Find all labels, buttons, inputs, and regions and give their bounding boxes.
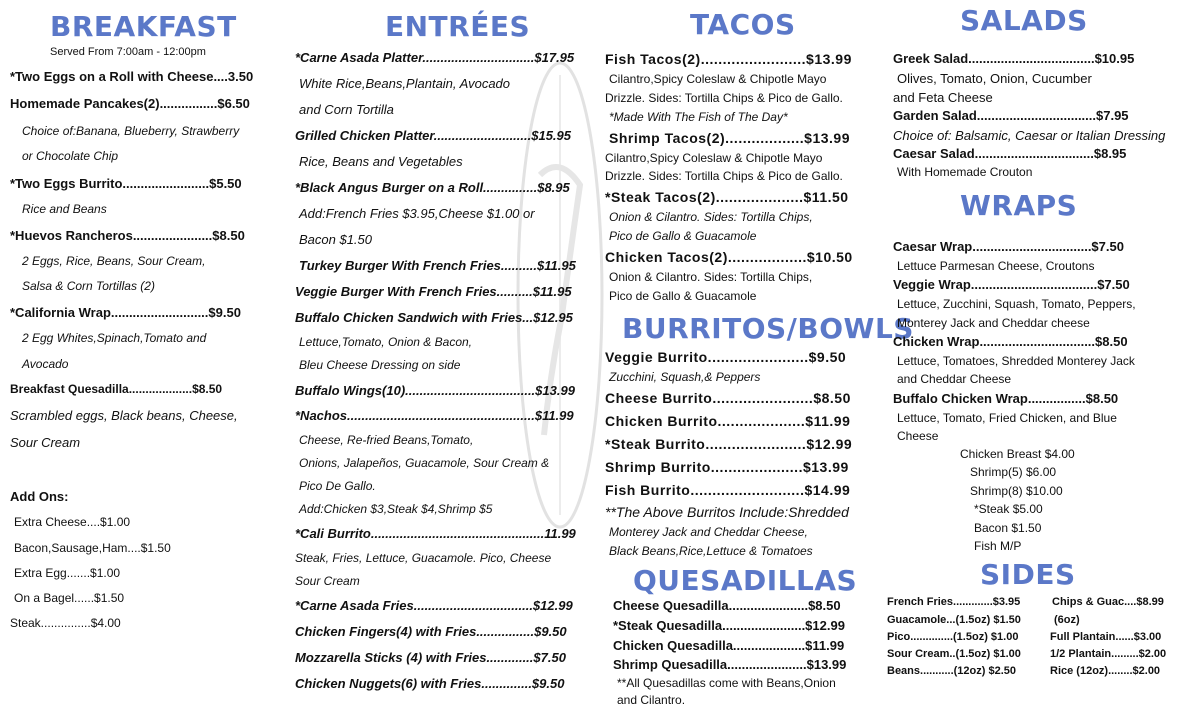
wraps-title: WRAPS — [960, 189, 1078, 222]
addon-item: Bacon,Sausage,Ham....$1.50 — [14, 541, 171, 555]
addons-title: Add Ons: — [10, 489, 69, 504]
item-description: Pico De Gallo. — [299, 479, 376, 493]
item-description: Zucchini, Squash,& Peppers — [609, 370, 761, 384]
item-description: Lettuce, Zucchini, Squash, Tomato, Peppers, — [897, 297, 1136, 311]
salads-title: SALADS — [960, 4, 1088, 37]
item-description: Bacon $1.50 — [299, 232, 373, 247]
menu-item: Shrimp Tacos(2)..................$13.99 — [609, 130, 850, 146]
item-description: and Cheddar Cheese — [897, 372, 1012, 386]
item-description: Cheese — [897, 429, 939, 443]
menu-item: Cheese Quesadilla......................$8.50 — [613, 598, 841, 613]
side-item: Beans...........(12oz) $2.50 — [887, 665, 1016, 677]
item-description: Scrambled eggs, Black beans, Cheese, — [10, 408, 238, 423]
item-description: With Homemade Crouton — [897, 165, 1033, 179]
side-item: Full Plantain......$3.00 — [1050, 631, 1162, 643]
menu-item: *Steak Burrito.......................$12.99 — [605, 436, 853, 452]
menu-item: Chicken Quesadilla....................$11.99 — [613, 638, 845, 653]
side-item: Rice (12oz)........$2.00 — [1050, 665, 1161, 677]
item-description: **The Above Burritos Include:Shredded — [605, 504, 849, 520]
item-description: Cheese, Re-fried Beans,Tomato, — [299, 433, 474, 447]
item-description: Monterey Jack and Cheddar Cheese, — [609, 525, 808, 539]
item-description: **All Quesadillas come with Beans,Onion — [617, 676, 836, 690]
side-item: 1/2 Plantain.........$2.00 — [1050, 648, 1167, 660]
menu-item: Veggie Burger With French Fries..........$11.95 — [295, 284, 572, 299]
menu-item: *Black Angus Burger on a Roll...............$8.95 — [295, 180, 570, 195]
breakfast-title: BREAKFAST — [50, 10, 237, 43]
item-description: Sour Cream — [10, 435, 81, 450]
menu-item: Caesar Salad.................................$8.95 — [893, 146, 1127, 161]
item-description: Lettuce, Tomatoes, Shredded Monterey Jack — [897, 354, 1135, 368]
item-description: Pico de Gallo & Guacamole — [609, 229, 757, 243]
item-description: Olives, Tomato, Onion, Cucumber — [897, 71, 1092, 86]
menu-item: Shrimp Quesadilla......................$13.99 — [613, 657, 847, 672]
item-description: Onion & Cilantro. Sides: Tortilla Chips, — [609, 210, 813, 224]
menu-item: Turkey Burger With French Fries..........$11.95 — [299, 258, 576, 273]
menu-item: Buffalo Chicken Wrap................$8.50 — [893, 391, 1119, 406]
addon-item: On a Bagel......$1.50 — [14, 591, 125, 605]
menu-item: Veggie Wrap...................................$7.50 — [893, 277, 1130, 292]
menu-item: Chicken Nuggets(6) with Fries..............$9.50 — [295, 676, 565, 691]
item-description: Sour Cream — [295, 574, 360, 588]
wrap-addon: Chicken Breast $4.00 — [960, 447, 1075, 461]
wrap-addon: Bacon $1.50 — [974, 521, 1042, 535]
menu-item: *Steak Tacos(2)....................$11.50 — [605, 189, 849, 205]
menu-item: *Two Eggs on a Roll with Cheese....3.50 — [10, 69, 254, 84]
item-description: Onions, Jalapeños, Guacamole, Sour Cream & — [299, 456, 550, 470]
menu-item: Chicken Fingers(4) with Fries................$9.50 — [295, 624, 567, 639]
side-item: Sour Cream..(1.5oz) $1.00 — [887, 648, 1021, 660]
addon-item: Extra Cheese....$1.00 — [14, 515, 131, 529]
item-description: Bleu Cheese Dressing on side — [299, 358, 461, 372]
addon-item: Steak...............$4.00 — [10, 616, 121, 630]
item-description: Rice, Beans and Vegetables — [299, 154, 463, 169]
item-description: and Corn Tortilla — [299, 102, 394, 117]
wrap-addon: *Steak $5.00 — [974, 502, 1043, 516]
menu-item: Grilled Chicken Platter...........................$15.95 — [295, 128, 571, 143]
menu-item: *Cali Burrito................................................11.99 — [295, 526, 576, 541]
addon-item: Extra Egg.......$1.00 — [14, 566, 121, 580]
item-description: *Made With The Fish of The Day* — [609, 110, 788, 124]
sides-title: SIDES — [980, 558, 1076, 591]
item-description: and Cilantro. — [617, 693, 686, 707]
menu-item: Cheese Burrito.......................$8.50 — [605, 390, 851, 406]
menu-item: *Two Eggs Burrito........................$5.50 — [10, 176, 242, 191]
menu-item: Caesar Wrap.................................$7.50 — [893, 239, 1124, 254]
item-description: Salsa & Corn Tortillas (2) — [22, 279, 155, 293]
quesadillas-title: QUESADILLAS — [633, 564, 858, 597]
menu-item: Breakfast Quesadilla...................$8.50 — [10, 382, 223, 396]
item-description: Drizzle. Sides: Tortilla Chips & Pico de Gallo. — [605, 169, 843, 183]
menu-item: *Steak Quesadilla.......................$12.99 — [613, 618, 845, 633]
item-description: or Chocolate Chip — [22, 149, 119, 163]
item-description: Choice of:Banana, Blueberry, Strawberry — [22, 124, 240, 138]
wrap-addon: Shrimp(5) $6.00 — [970, 465, 1057, 479]
item-description: Choice of: Balsamic, Caesar or Italian Dressing — [893, 128, 1166, 143]
item-description: Cilantro,Spicy Coleslaw & Chipotle Mayo — [605, 151, 823, 165]
item-description: Black Beans,Rice,Lettuce & Tomatoes — [609, 544, 813, 558]
side-item: Guacamole...(1.5oz) $1.50 — [887, 614, 1021, 626]
menu-item: *California Wrap...........................$9.50 — [10, 305, 241, 320]
item-description: White Rice,Beans,Plantain, Avocado — [299, 76, 511, 91]
tacos-title: TACOS — [690, 8, 796, 41]
menu-item: Fish Tacos(2)........................$13.99 — [605, 51, 852, 67]
item-description: Add:Chicken $3,Steak $4,Shrimp $5 — [299, 502, 493, 516]
item-description: Steak, Fries, Lettuce, Guacamole. Pico, Cheese — [295, 551, 552, 565]
wrap-addon: Fish M/P — [974, 539, 1022, 553]
item-description: 2 Egg Whites,Spinach,Tomato and — [22, 331, 207, 345]
menu-item: *Huevos Rancheros......................$8.50 — [10, 228, 245, 243]
item-description: 2 Eggs, Rice, Beans, Sour Cream, — [22, 254, 206, 268]
menu-item: Chicken Wrap................................$8.50 — [893, 334, 1128, 349]
item-description: Onion & Cilantro. Sides: Tortilla Chips, — [609, 270, 813, 284]
side-item: Chips & Guac....$8.99 — [1052, 596, 1164, 608]
item-description: Avocado — [22, 357, 69, 371]
item-description: Drizzle. Sides: Tortilla Chips & Pico de Gallo. — [605, 91, 843, 105]
menu-item: Chicken Tacos(2)..................$10.50 — [605, 249, 853, 265]
side-item: Pico..............(1.5oz) $1.00 — [887, 631, 1019, 643]
menu-item: Greek Salad...................................$10.95 — [893, 51, 1135, 66]
wrap-addon: Shrimp(8) $10.00 — [970, 484, 1063, 498]
item-description: Add:French Fries $3.95,Cheese $1.00 or — [299, 206, 535, 221]
entrees-title: ENTRÉES — [385, 10, 531, 43]
menu-item: *Nachos....................................................$11.99 — [295, 408, 574, 423]
menu-item: Garden Salad.................................$7.95 — [893, 108, 1129, 123]
side-item: (6oz) — [1054, 614, 1080, 626]
item-description: and Feta Cheese — [893, 90, 993, 105]
item-description: Rice and Beans — [22, 202, 107, 216]
menu-item: Mozzarella Sticks (4) with Fries.............$7.50 — [295, 650, 566, 665]
side-item: French Fries.............$3.95 — [887, 596, 1021, 608]
menu-item: Shrimp Burrito.....................$13.99 — [605, 459, 849, 475]
item-description: Pico de Gallo & Guacamole — [609, 289, 757, 303]
item-description: Lettuce, Tomato, Fried Chicken, and Blue — [897, 411, 1117, 425]
menu-item: Fish Burrito..........................$14.99 — [605, 482, 851, 498]
menu-item: Veggie Burrito.......................$9.50 — [605, 349, 847, 365]
menu-item: Chicken Burrito....................$11.99 — [605, 413, 851, 429]
item-description: Lettuce Parmesan Cheese, Croutons — [897, 259, 1095, 273]
item-description: Lettuce,Tomato, Onion & Bacon, — [299, 335, 472, 349]
menu-item: *Carne Asada Platter...............................$17.95 — [295, 50, 575, 65]
menu-item: Homemade Pancakes(2)................$6.50 — [10, 96, 250, 111]
breakfast-subtitle: Served From 7:00am - 12:00pm — [50, 46, 206, 58]
burritos-title: BURRITOS/BOWLS — [622, 312, 914, 345]
menu-item: Buffalo Wings(10)....................................$13.99 — [295, 383, 575, 398]
item-description: Monterey Jack and Cheddar cheese — [897, 316, 1090, 330]
menu-item: Buffalo Chicken Sandwich with Fries...$12.95 — [295, 310, 573, 325]
item-description: Cilantro,Spicy Coleslaw & Chipotle Mayo — [609, 72, 827, 86]
menu-item: *Carne Asada Fries.................................$12.99 — [295, 598, 573, 613]
